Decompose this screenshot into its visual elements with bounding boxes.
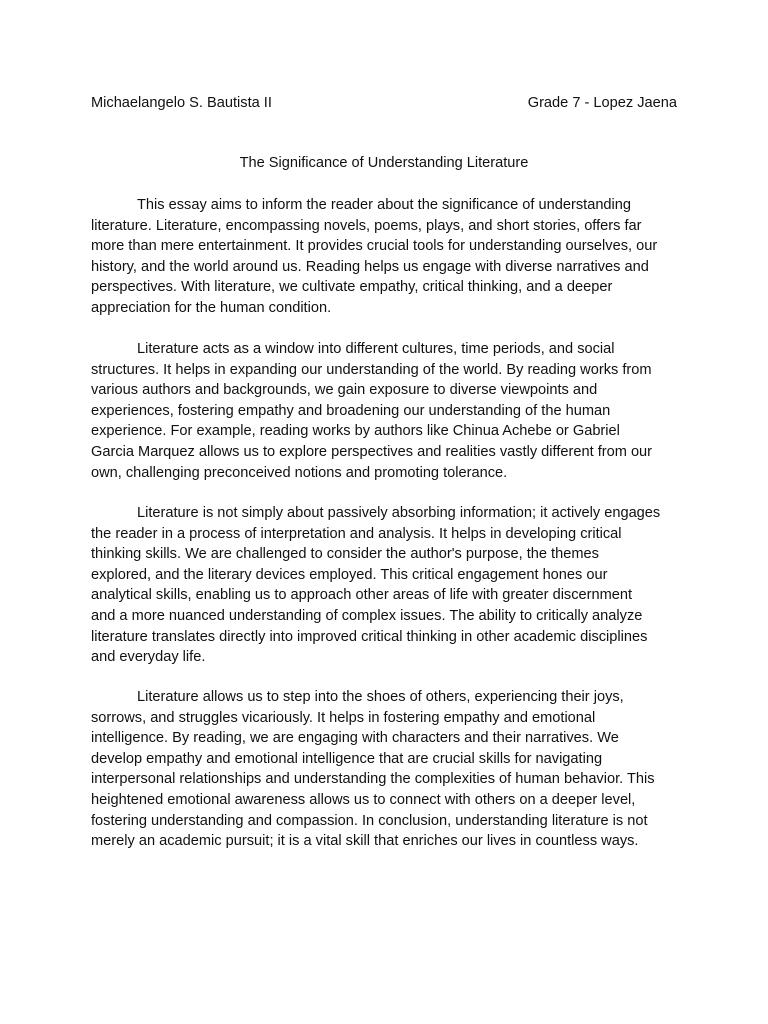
paragraph-line: structures. It helps in expanding our understanding of the world. By reading works from [91,361,652,378]
paragraph-line: analytical skills, enabling us to approach other areas of life with greater discernment [91,587,633,604]
author-name: Michaelangelo S. Bautista II [91,95,272,111]
paragraph-line: and a more nuanced understanding of complex issues. The ability to critically analyze [91,607,643,624]
paragraph-3 [91,503,679,668]
paragraph-line: explored, and the literary devices employed. This critical engagement hones our [91,566,608,583]
paragraph-line: intelligence. By reading, we are engaging with characters and their narratives. We [91,730,619,747]
paragraph-line: heightened emotional awareness allows us to connect with others on a deeper level, [91,791,636,808]
paragraph-line: and everyday life. [91,649,206,666]
paragraph-4 [91,687,679,852]
paragraph-line: history, and the world around us. Reading helps us engage with diverse narratives and [91,258,649,275]
paragraph-line: This essay aims to inform the reader about the significance of understanding [137,197,632,213]
essay-title: The Significance of Understanding Literature [239,155,529,171]
paragraph-line: develop empathy and emotional intelligence that are crucial skills for navigating [91,750,603,767]
paragraph-line: Garcia Marquez allows us to explore perspectives and realities vastly different from our [91,443,653,460]
paragraph-1 [91,195,679,319]
paragraph-line: literature. Literature, encompassing novels, poems, plays, and short stories, offers far [91,217,642,234]
paragraph-line: Literature is not simply about passively absorbing information; it actively engages [137,505,661,521]
paragraph-line: more than mere entertainment. It provides crucial tools for understanding ourselves, our [91,238,658,255]
paragraph-line: experiences, fostering empathy and broadening our understanding of the human [91,402,611,419]
paragraph-line: experience. For example, reading works by authors like Chinua Achebe or Gabriel [91,423,620,440]
paragraph-line: Literature acts as a window into different cultures, time periods, and social [137,341,615,357]
paragraph-line: the reader in a process of interpretation and analysis. It helps in developing critical [91,525,622,542]
paragraph-line: Literature allows us to step into the shoes of others, experiencing their joys, [137,689,624,705]
paragraph-line: fostering understanding and compassion. In conclusion, understanding literature is not [91,812,648,829]
paragraph-line: literature translates directly into improved critical thinking in other academic disciplines [91,628,648,645]
paragraph-line: appreciation for the human condition. [91,299,332,316]
paragraph-line: perspectives. With literature, we cultivate empathy, critical thinking, and a deeper [91,279,613,296]
document-header [91,93,677,113]
paragraph-line: sorrows, and struggles vicariously. It helps in fostering empathy and emotional [91,709,596,726]
paragraph-line: thinking skills. We are challenged to consider the author's purpose, the themes [91,546,599,563]
grade-section: Grade 7 - Lopez Jaena [527,95,677,111]
paragraph-line: interpersonal relationships and understanding the complexities of human behavior. This [91,771,655,788]
paragraph-2 [91,339,679,483]
paragraph-line: merely an academic pursuit; it is a vital skill that enriches our lives in countless ways. [91,833,639,850]
paragraph-line: various authors and backgrounds, we gain exposure to diverse viewpoints and [91,382,598,399]
paragraph-line: own, challenging preconceived notions and promoting tolerance. [91,464,508,481]
